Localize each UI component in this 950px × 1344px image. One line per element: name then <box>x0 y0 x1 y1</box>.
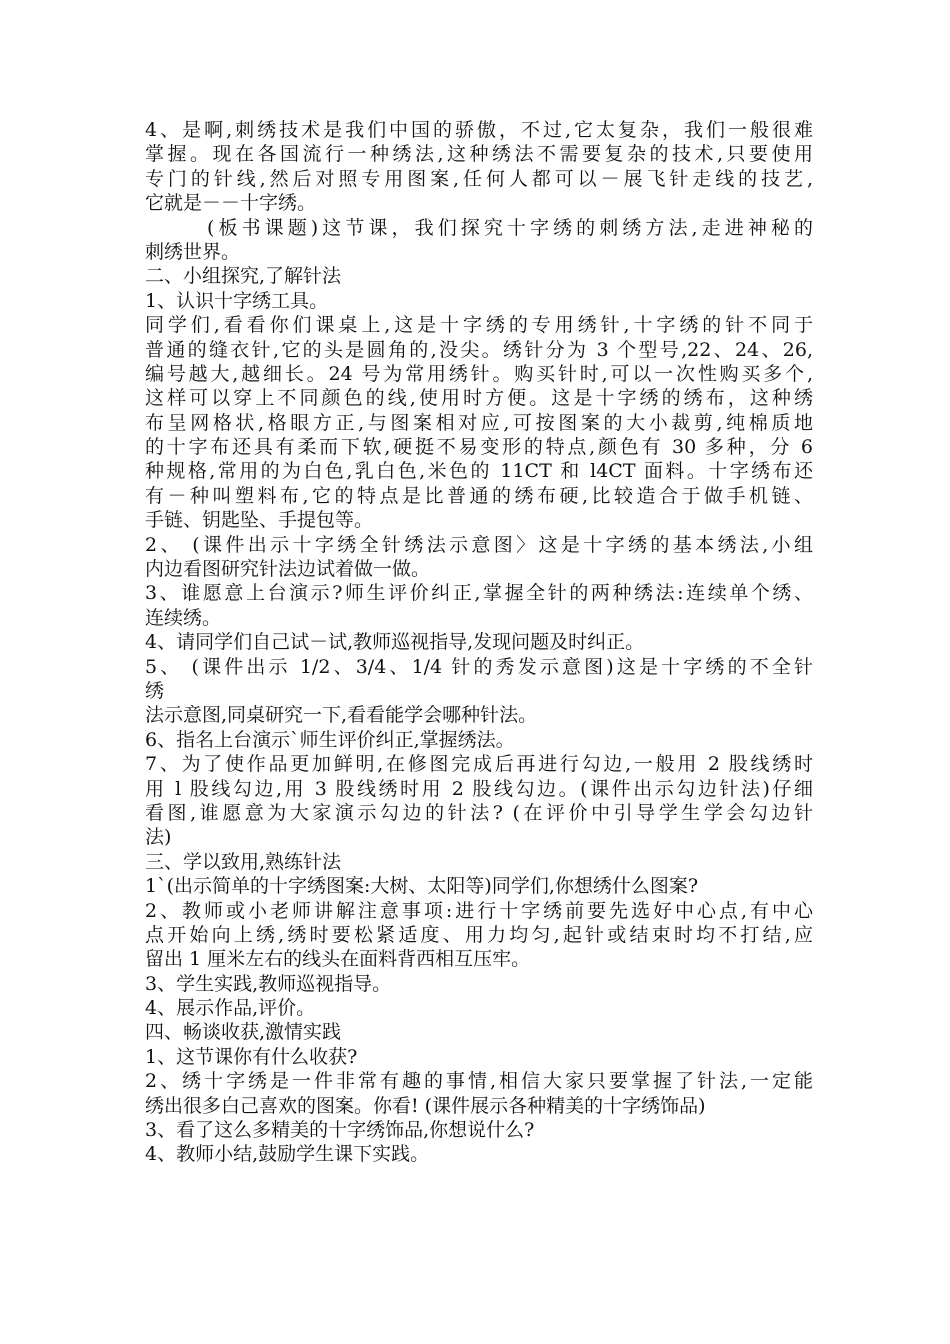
text-line: 它就是－－十字绣。 <box>145 192 317 215</box>
text-line: 连续绣。 <box>145 606 222 629</box>
text-line: (板书课题)这节课，我们探究十字绣的刺绣方法,走进神秘的 <box>207 216 813 239</box>
text-line: 1、认识十字绣工具。 <box>145 289 329 312</box>
text-line: 专门的针线,然后对照专用图案,任何人都可以－展飞针走线的技艺, <box>145 167 813 190</box>
text-line: 7、为了使作品更加鲜明,在修图完成后再进行勾边,一般用 2 股线绣时 <box>145 753 813 776</box>
text-line: 内边看图研究针法边试着做一做。 <box>145 558 431 581</box>
text-line: 3、看了这么多精美的十字绣饰品,你想说什么? <box>145 1119 535 1142</box>
text-line: 刺绣世界。 <box>145 240 241 263</box>
text-line: 1、这节课你有什么收获? <box>145 1045 358 1068</box>
text-line: 种规格,常用的为白色,乳白色,米色的 11CT 和 l4CT 面料。十字绣布还 <box>145 460 813 483</box>
text-line: 掌握。现在各国流行一种绣法,这种绣法不需要复杂的技术,只要使用 <box>145 143 813 166</box>
text-line: 编号越大,越细长。24 号为常用绣针。购买针时,可以一次性购买多个, <box>145 362 813 385</box>
text-line: 1`(出示简单的十字绣图案:大树、太阳等)同学们,你想绣什么图案? <box>145 875 699 898</box>
text-line: 3、谁愿意上台演示?师生评价纠正,掌握全针的两种绣法:连续单个绣、 <box>145 582 813 605</box>
text-line: 2、教师或小老师讲解注意事项:进行十字绣前要先选好中心点,有中心 <box>145 899 813 922</box>
text-line: 留出 1 厘米左右的线头在面料背西相互压牢。 <box>145 948 531 971</box>
text-line: 绣 <box>145 679 165 702</box>
text-line: 3、学生实践,教师巡视指导。 <box>145 972 392 995</box>
text-line: 同学们,看看你们课桌上,这是十字绣的专用绣针,十字绣的针不同于 <box>145 314 813 337</box>
text-line: 2、绣十字绣是一件非常有趣的事情,相信大家只要掌握了针法,一定能 <box>145 1070 813 1093</box>
text-line: 绣出很多白己喜欢的图案。你看! (课件展示各种精美的十字绣饰品) <box>145 1094 706 1117</box>
text-line: 普通的缝衣针,它的头是圆角的,没尖。绣针分为 3 个型号,22、24、26, <box>145 338 813 361</box>
text-line: 有－种叫塑料布,它的特点是比普通的绣布硬,比较造合于做手机链、 <box>145 484 813 507</box>
text-line: 5、 (课件出示 1/2、3/4、1/4 针的秀发示意图)这是十字绣的不全针 <box>145 655 813 678</box>
text-line: 4、展示作品,评价。 <box>145 997 316 1020</box>
text-line: 点开始向上绣,绣时要松紧适度、用力均匀,起针或结束时均不打结,应 <box>145 923 813 946</box>
text-line: 6、指名上台演示`师生评价纠正,掌握绣法。 <box>145 728 515 751</box>
text-line: 看图,谁愿意为大家演示勾边的针法? (在评价中引导学生学会勾边针 <box>145 801 813 824</box>
text-line: 的十字布还具有柔而下软,硬挺不易变形的特点,颜色有 30 多种，分 6 <box>145 436 813 459</box>
text-line: 这样可以穿上不同颜色的线,使用时方便。这是十字绣的绣布，这种绣 <box>145 387 813 410</box>
text-line: 用 l 股线勾边,用 3 股线绣时用 2 股线勾边。(课件出示勾边针法)仔细 <box>145 777 813 800</box>
section-heading: 二、小组探究,了解针法 <box>145 265 342 288</box>
text-line: 手链、钥匙坠、手提包等。 <box>145 509 374 532</box>
text-line: 法示意图,同桌研究一下,看看能学会哪种针法。 <box>145 704 538 727</box>
document-body <box>145 118 813 1167</box>
section-heading: 四、畅谈收获,激情实践 <box>145 1021 342 1044</box>
section-heading: 三、学以致用,熟练针法 <box>145 850 342 873</box>
text-line: 2、 (课件出示十字绣全针绣法示意图〉这是十字绣的基本绣法,小组 <box>145 533 813 556</box>
text-line: 法) <box>145 826 172 849</box>
text-line: 4、请同学们自己试－试,教师巡视指导,发现问题及时纠正。 <box>145 631 645 654</box>
text-line: 4、教师小结,鼓励学生课下实践。 <box>145 1143 430 1166</box>
text-line: 布呈网格状,格眼方正,与图案相对应,可按图案的大小裁剪,纯棉质地 <box>145 411 813 434</box>
text-line: 4、是啊,刺绣技术是我们中国的骄傲，不过,它太复杂，我们一般很难 <box>145 119 813 141</box>
